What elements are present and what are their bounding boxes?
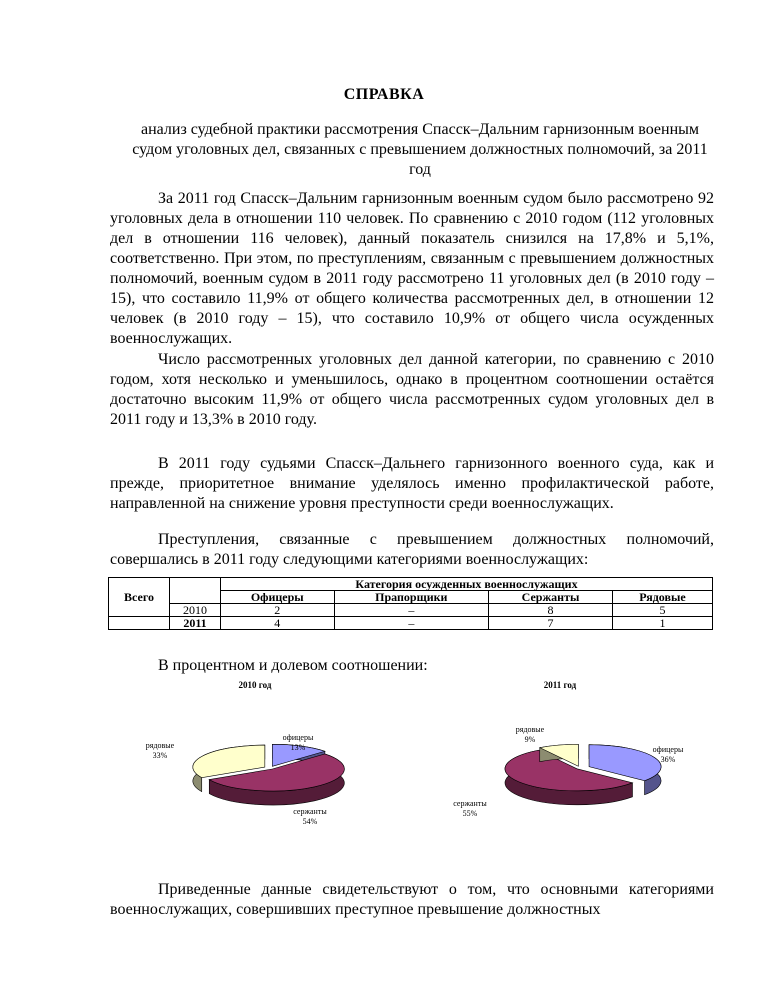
- table-cell: 5: [612, 604, 712, 617]
- slice-label: рядовые: [515, 725, 545, 734]
- table-cell: –: [334, 617, 489, 630]
- table-cell: –: [334, 604, 489, 617]
- paragraph-conclusion: Приведенные данные свидетельствуют о том, что основными категориями военнослужащих, совершивших преступное превышение должностных: [110, 881, 714, 918]
- chart-title: 2010 год: [238, 680, 272, 690]
- table-col-officers: Офицеры: [221, 591, 335, 604]
- doc-title: СПРАВКА: [343, 86, 425, 103]
- slice-pct-label: 13%: [290, 743, 306, 752]
- table-total-label: Всего: [109, 578, 170, 617]
- slice-label: офицеры: [652, 745, 684, 754]
- pie-chart-2011: [440, 676, 700, 836]
- paragraph-stats-2011: За 2011 год Спасск–Дальним гарнизонным военным судом было рассмотрено 92 уголовных дела в отношении 110 человек. По сравнению с 2010 годом (112 уголовных дел в отношении 116 человек), данный показатель снизился на 17,8% и 5,1%, соответственно. При этом, по преступлениям, связанным с превышением должностных полномочий, военным судом в 2011 году рассмотрено 11 уголовных дел (в 2010 году – 15), что составило 11,9% от общего количества рассмотренных дел, в отношении 12 человек (в 2010 году – 15), что составило 10,9% от общего числа осужденных военнослужащих.: [110, 190, 714, 347]
- slice-label: сержанты: [453, 799, 487, 808]
- table-col-warrant: Прапорщики: [334, 591, 489, 604]
- table-row: [109, 617, 713, 630]
- categories-table: [108, 577, 713, 630]
- table-year: 2010: [170, 604, 221, 617]
- pie-chart-2010: [140, 676, 380, 836]
- paragraph-categories-intro: Преступления, связанные с превышением должностных полномочий, совершались в 2011 году следующими категориями военнослужащих:: [110, 531, 714, 568]
- slice-pct-label: 54%: [302, 817, 318, 826]
- slice-label: офицеры: [282, 733, 314, 742]
- slice-label: рядовые: [145, 741, 175, 750]
- table-row: [109, 604, 713, 617]
- doc-subtitle: анализ судебной практики рассмотрения Спасск–Дальним гарнизонным военным судом уголовных дел, связанных с превышением должностных полномочий, за 2011 год: [132, 121, 708, 178]
- table-cell: 1: [612, 617, 712, 630]
- table-col-sergeants: Сержанты: [489, 591, 613, 604]
- paragraph-comparison: Число рассмотренных уголовных дел данной категории, по сравнению с 2010 годом, хотя несколько и уменьшилось, однако в процентном соотношении остаётся достаточно высоким 11,9% от общего числа рассмотренных судом уголовных дел в 2011 году и 13,3% в 2010 году.: [110, 351, 714, 428]
- slice-pct-label: 36%: [660, 755, 676, 764]
- table-cell: 7: [489, 617, 613, 630]
- chart-title: 2011 год: [543, 680, 577, 690]
- table-cell: 4: [221, 617, 335, 630]
- table-group-header: Категория осужденных военнослужащих: [221, 578, 713, 591]
- slice-pct-label: 9%: [524, 735, 536, 744]
- table-cell: 2: [221, 604, 335, 617]
- slice-pct-label: 55%: [462, 809, 478, 818]
- slice-label: сержанты: [293, 807, 327, 816]
- table-col-privates: Рядовые: [612, 591, 712, 604]
- paragraph-prevention: В 2011 году судьями Спасск–Дальнего гарнизонного военного суда, как и прежде, приоритетное внимание уделялось именно профилактической работе, направленной на снижение уровня преступности среди военнослужащих.: [110, 455, 714, 512]
- slice-pct-label: 33%: [152, 751, 168, 760]
- table-cell: 8: [489, 604, 613, 617]
- table-year: 2011: [170, 617, 221, 630]
- paragraph-charts-intro: В процентном и долевом соотношении:: [158, 657, 428, 674]
